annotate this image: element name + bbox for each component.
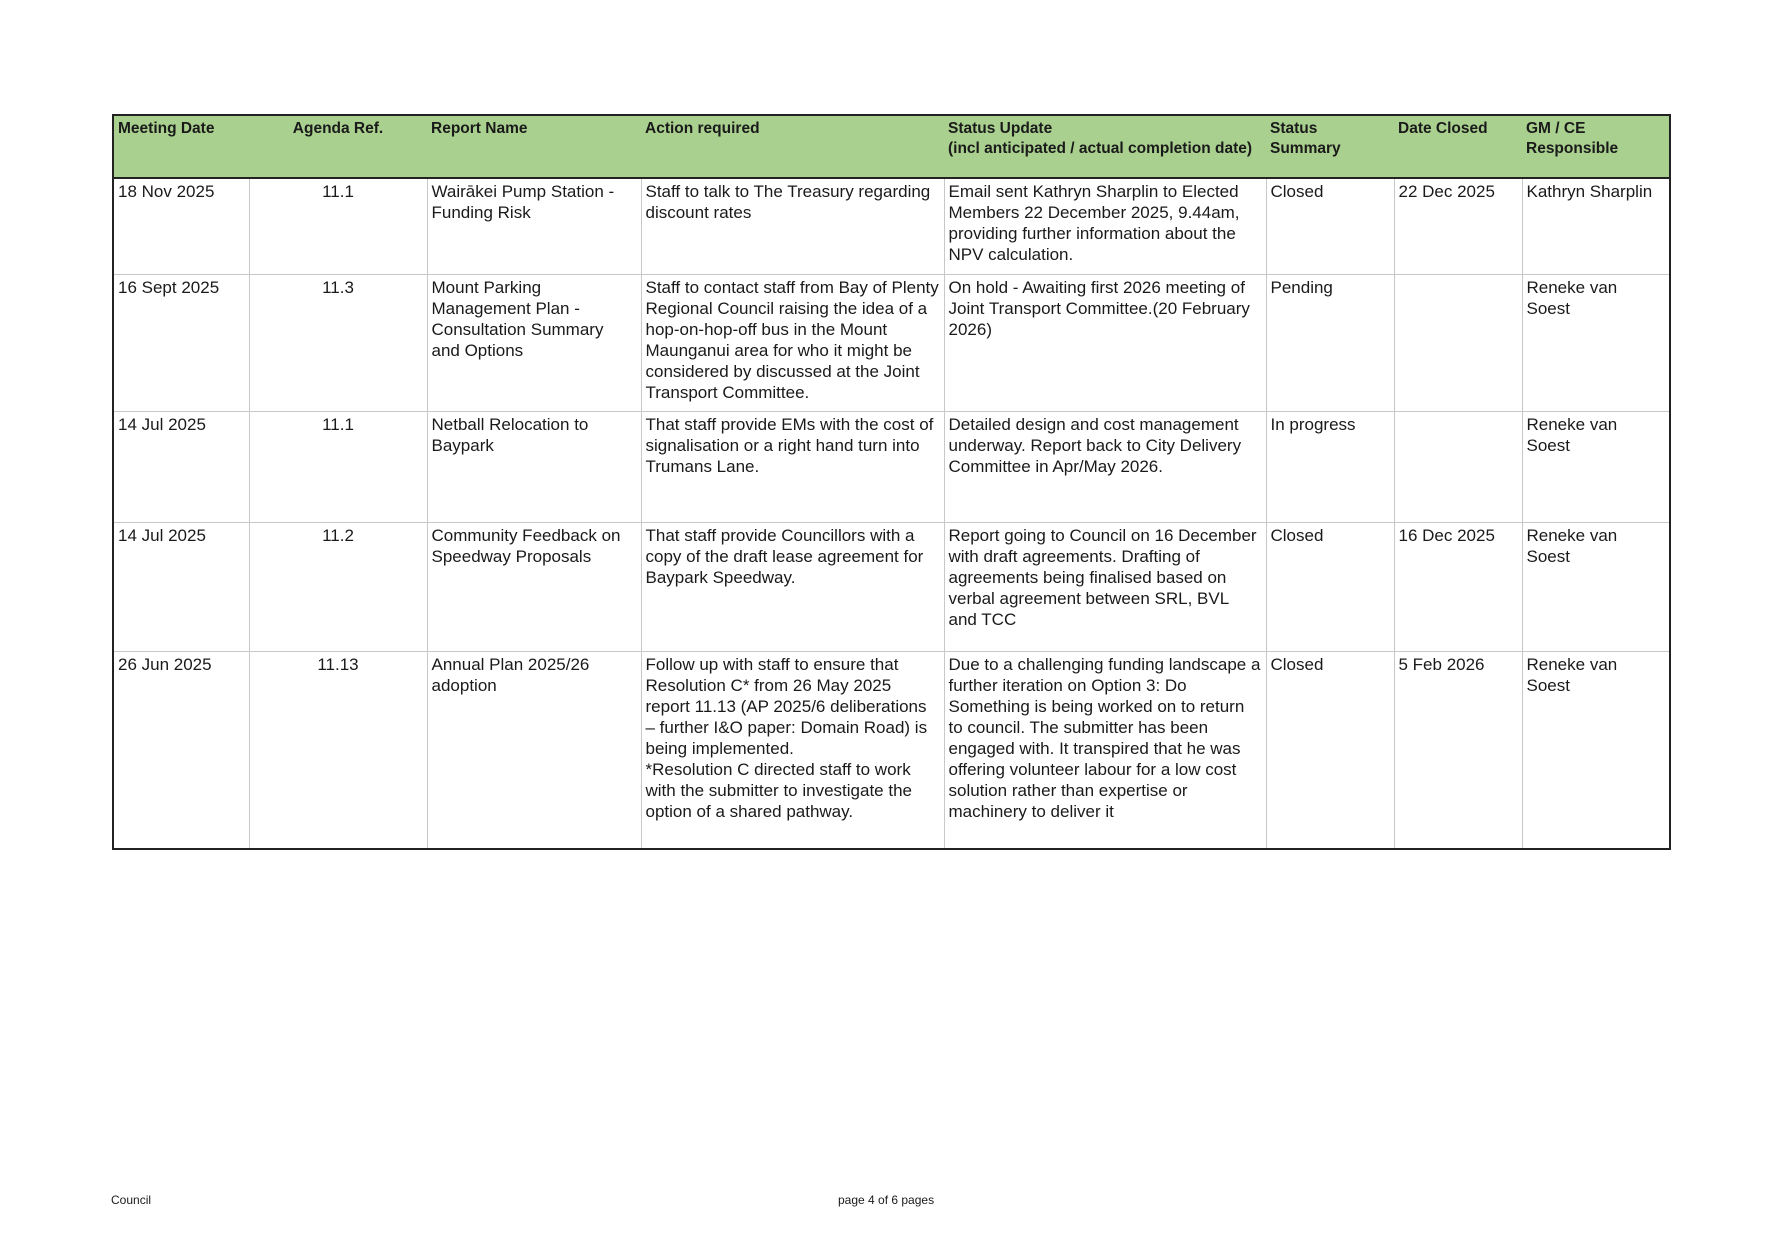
action-required-main: Follow up with staff to ensure that Resolution C* from 26 May 2025 report 11.13 (AP 2025/6 deliberations – further I&O paper: Domain Road) is being implemented. (645, 655, 928, 758)
cell-agenda-ref: 11.13 (249, 652, 427, 850)
table-row (113, 412, 1670, 523)
table-row (113, 178, 1670, 275)
cell-agenda-ref: 11.2 (249, 523, 427, 652)
header-status-update-title: Status Update (948, 120, 1053, 137)
cell-date-closed: 16 Dec 2025 (1394, 523, 1522, 652)
header-report-name: Report Name (427, 115, 641, 178)
header-status-update (944, 115, 1266, 178)
cell-action-required: That staff provide EMs with the cost of signalisation or a right hand turn into Trumans Lane. (641, 412, 944, 523)
action-required-footnote: *Resolution C directed staff to work with the submitter to investigate the option of a shared pathway. (645, 760, 912, 821)
cell-report-name: Netball Relocation to Baypark (427, 412, 641, 523)
header-status-summary: Status Summary (1266, 115, 1394, 178)
cell-meeting-date: 16 Sept 2025 (113, 275, 249, 412)
header-action-required: Action required (641, 115, 944, 178)
header-status-update-subtitle: (incl anticipated / actual completion date) (948, 140, 1253, 157)
page-number: page 4 of 6 pages (838, 1193, 935, 1207)
cell-report-name: Annual Plan 2025/26 adoption (427, 652, 641, 850)
cell-status-update: Detailed design and cost management underway. Report back to City Delivery Committee in Apr/May 2026. (944, 412, 1266, 523)
cell-status-summary: Closed (1266, 178, 1394, 275)
cell-date-closed: 22 Dec 2025 (1394, 178, 1522, 275)
cell-date-closed: 5 Feb 2026 (1394, 652, 1522, 850)
header-meeting-date: Meeting Date (113, 115, 249, 178)
table-row (113, 652, 1670, 850)
footer-organisation: Council (111, 1193, 152, 1207)
cell-report-name: Mount Parking Management Plan - Consultation Summary and Options (427, 275, 641, 412)
cell-status-summary: Closed (1266, 523, 1394, 652)
cell-responsible: Kathryn Sharplin (1522, 178, 1670, 275)
cell-agenda-ref: 11.3 (249, 275, 427, 412)
header-responsible-line2: Responsible (1526, 140, 1619, 157)
cell-responsible: Reneke van Soest (1522, 523, 1670, 652)
header-responsible (1522, 115, 1670, 178)
cell-action-required: Staff to contact staff from Bay of Plenty Regional Council raising the idea of a hop-on-hop-off bus in the Mount Maunganui area for who it might be considered by discussed at the Joint Transport Committee. (641, 275, 944, 412)
cell-report-name: Wairākei Pump Station - Funding Risk (427, 178, 641, 275)
table-row (113, 523, 1670, 652)
cell-status-summary: Closed (1266, 652, 1394, 850)
cell-action-required: That staff provide Councillors with a copy of the draft lease agreement for Baypark Speedway. (641, 523, 944, 652)
cell-responsible: Reneke van Soest (1522, 412, 1670, 523)
cell-agenda-ref: 11.1 (249, 178, 427, 275)
cell-status-summary: In progress (1266, 412, 1394, 523)
cell-report-name: Community Feedback on Speedway Proposals (427, 523, 641, 652)
cell-date-closed (1394, 412, 1522, 523)
header-responsible-line1: GM / CE (1526, 120, 1586, 137)
cell-status-update: Due to a challenging funding landscape a further iteration on Option 3: Do Something is being worked on to return to council. The submitter has been engaged with. It transpired that he was offering volunteer labour for a low cost solution rather than expertise or machinery to deliver it (944, 652, 1266, 850)
action-items-table (112, 114, 1671, 850)
header-date-closed: Date Closed (1394, 115, 1522, 178)
cell-meeting-date: 26 Jun 2025 (113, 652, 249, 850)
cell-action-required (641, 652, 944, 850)
cell-status-update: On hold - Awaiting first 2026 meeting of Joint Transport Committee.(20 February 2026) (944, 275, 1266, 412)
cell-action-required: Staff to talk to The Treasury regarding discount rates (641, 178, 944, 275)
cell-responsible: Reneke van Soest (1522, 652, 1670, 850)
cell-responsible: Reneke van Soest (1522, 275, 1670, 412)
cell-meeting-date: 18 Nov 2025 (113, 178, 249, 275)
cell-meeting-date: 14 Jul 2025 (113, 523, 249, 652)
table-row (113, 275, 1670, 412)
cell-status-summary: Pending (1266, 275, 1394, 412)
cell-date-closed (1394, 275, 1522, 412)
cell-status-update: Email sent Kathryn Sharplin to Elected Members 22 December 2025, 9.44am, providing further information about the NPV calculation. (944, 178, 1266, 275)
header-agenda-ref: Agenda Ref. (249, 115, 427, 178)
table-header-row (113, 115, 1670, 178)
cell-agenda-ref: 11.1 (249, 412, 427, 523)
cell-status-update: Report going to Council on 16 December with draft agreements. Drafting of agreements being finalised based on verbal agreement between SRL, BVL and TCC (944, 523, 1266, 652)
cell-meeting-date: 14 Jul 2025 (113, 412, 249, 523)
